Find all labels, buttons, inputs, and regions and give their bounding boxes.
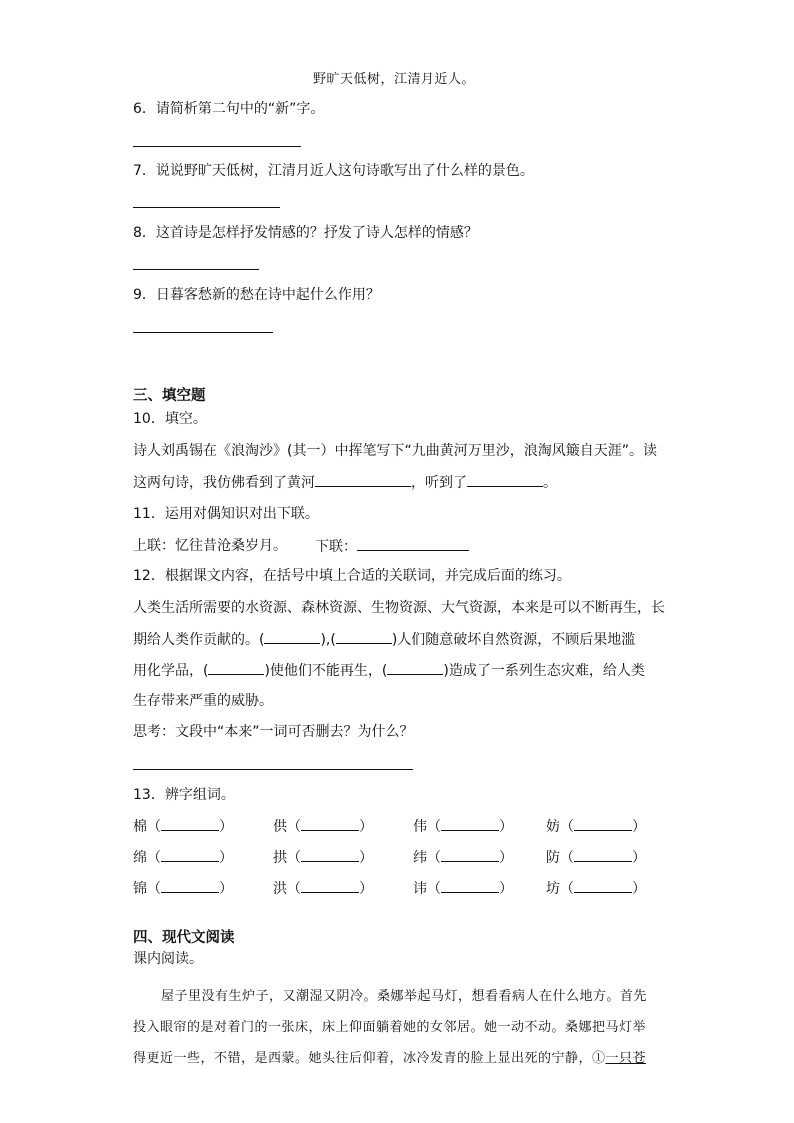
q12-blank-2[interactable] [336,630,392,644]
question-12-p3 [133,661,645,680]
paren: （ [287,819,301,835]
word-item [133,879,233,898]
section-heading-reading: 四、现代文阅读 [133,930,235,946]
paren: （ [560,850,574,866]
answer-line-6[interactable] [133,146,301,147]
reading-line-1: 屋子里没有生炉子，又潮湿又阴冷。桑娜举起马灯，想看看病人在什么地方。首先 [161,989,648,1004]
paren: （ [147,850,161,866]
q10-text-c: 。 [543,475,557,491]
paren: ） [359,850,373,866]
word-blank[interactable] [301,879,359,893]
q11-lower-label: 下联： [315,539,357,555]
answer-line-12[interactable] [133,769,413,770]
reading-line-3 [133,1047,646,1066]
question-11-upper: 上联：忆往昔沧桑岁月。 [133,538,287,554]
q10-blank-2[interactable] [467,473,543,487]
reading-line-2: 投入眼帘的是对着门的一张床，床上仰面躺着她的女邻居。她一动不动。桑娜把马灯举 [133,1020,647,1035]
question-7: 7．说说野旷天低树，江清月近人这句诗歌写出了什么样的景色。 [133,163,534,179]
section-heading-fill: 三、填空题 [133,388,206,404]
word-item [273,848,373,867]
paren: ） [632,819,646,835]
char: 供 [273,819,287,835]
word-blank[interactable] [301,817,359,831]
question-11-title: 11．运用对偶知识对出下联。 [133,506,319,522]
word-blank[interactable] [574,848,632,862]
paren: ） [219,819,233,835]
word-item [133,848,233,867]
underlined-phrase: 一只苍 [605,1051,647,1066]
q12-p2-text-a: 期给人类作贡献的。( [133,632,265,648]
char: 讳 [413,881,427,897]
char: 纬 [413,850,427,866]
word-item [413,879,513,898]
word-item [133,817,233,836]
q12-blank-3[interactable] [208,661,264,675]
paren: ） [219,850,233,866]
q10-text-b: ，听到了 [411,475,467,491]
paren: （ [427,850,441,866]
question-12-title: 12．根据课文内容，在括号中填上合适的关联词，并完成后面的练习。 [133,568,571,584]
q11-blank[interactable] [357,537,469,551]
question-10-line1: 诗人刘禹锡在《浪淘沙》(其一）中挥笔写下“九曲黄河万里沙，浪淘风簸自天涯”。读 [133,443,657,459]
word-blank[interactable] [161,848,219,862]
paren: （ [147,819,161,835]
word-blank[interactable] [161,817,219,831]
paren: （ [560,819,574,835]
paren: ） [499,850,513,866]
word-blank[interactable] [441,817,499,831]
paren: ） [499,819,513,835]
answer-line-7[interactable] [133,207,280,208]
paren: （ [427,881,441,897]
char: 坊 [546,881,560,897]
q12-blank-4[interactable] [387,661,443,675]
question-12-p4: 生存带来严重的威胁。 [133,693,273,709]
paren: ） [359,881,373,897]
question-13-title: 13．辨字组词。 [133,787,235,803]
word-item [413,848,513,867]
char: 伟 [413,819,427,835]
q10-text-a: 这两句诗，我仿佛看到了黄河 [133,475,315,491]
paren: ） [219,881,233,897]
paren: （ [287,850,301,866]
char: 妨 [546,819,560,835]
q12-p3-text-b: )使他们不能再生，( [264,663,388,679]
question-11-lower [315,537,469,556]
word-item [273,817,373,836]
paren: （ [427,819,441,835]
reading-line-3-text: 得更近一些，不错，是西蒙。她头往后仰着，冰冷发青的脸上显出死的宁静， [133,1051,593,1066]
paren: ） [499,881,513,897]
q12-blank-1[interactable] [264,630,320,644]
word-item [273,879,373,898]
word-blank[interactable] [161,879,219,893]
word-blank[interactable] [441,879,499,893]
question-12-think: 思考：文段中“本来”一词可否删去？为什么？ [133,724,414,740]
word-blank[interactable] [301,848,359,862]
question-6: 6．请简析第二句中的“新”字。 [133,101,325,117]
paren: ） [632,881,646,897]
word-item [546,817,646,836]
poem-line: 野旷天低树，江清月近人。 [313,72,476,87]
question-12-p1: 人类生活所需要的水资源、森林资源、生物资源、大气资源，本来是可以不断再生，长 [133,600,665,616]
paren: ） [632,850,646,866]
paren: （ [287,881,301,897]
paren: ） [359,819,373,835]
char: 防 [546,850,560,866]
word-blank[interactable] [574,817,632,831]
word-item [413,817,513,836]
question-9: 9．日暮客愁新的愁在诗中起什么作用？ [133,287,380,303]
word-blank[interactable] [441,848,499,862]
q10-blank-1[interactable] [315,473,411,487]
word-item [546,848,646,867]
char: 拱 [273,850,287,866]
char: 棉 [133,819,147,835]
char: 绵 [133,850,147,866]
reading-intro: 课内阅读。 [133,951,203,967]
question-12-p2 [133,630,635,649]
question-8: 8．这首诗是怎样抒发情感的？抒发了诗人怎样的情感？ [133,225,478,241]
question-10-title: 10．填空。 [133,411,207,427]
question-10-line2 [133,473,557,492]
char: 锦 [133,881,147,897]
answer-line-8[interactable] [133,269,259,270]
char: 洪 [273,881,287,897]
word-blank[interactable] [574,879,632,893]
circled-number-1: ① [592,1051,606,1066]
paren: （ [560,881,574,897]
paren: （ [147,881,161,897]
q12-p2-text-c: )人们随意破坏自然资源，不顾后果地滥 [391,632,636,648]
q12-p3-text-a: 用化学品，( [133,663,209,679]
answer-line-9[interactable] [133,332,273,333]
word-item [546,879,646,898]
q12-p3-text-c: )造成了一系列生态灾难，给人类 [443,663,645,679]
q12-p2-text-b: ),( [320,632,336,648]
